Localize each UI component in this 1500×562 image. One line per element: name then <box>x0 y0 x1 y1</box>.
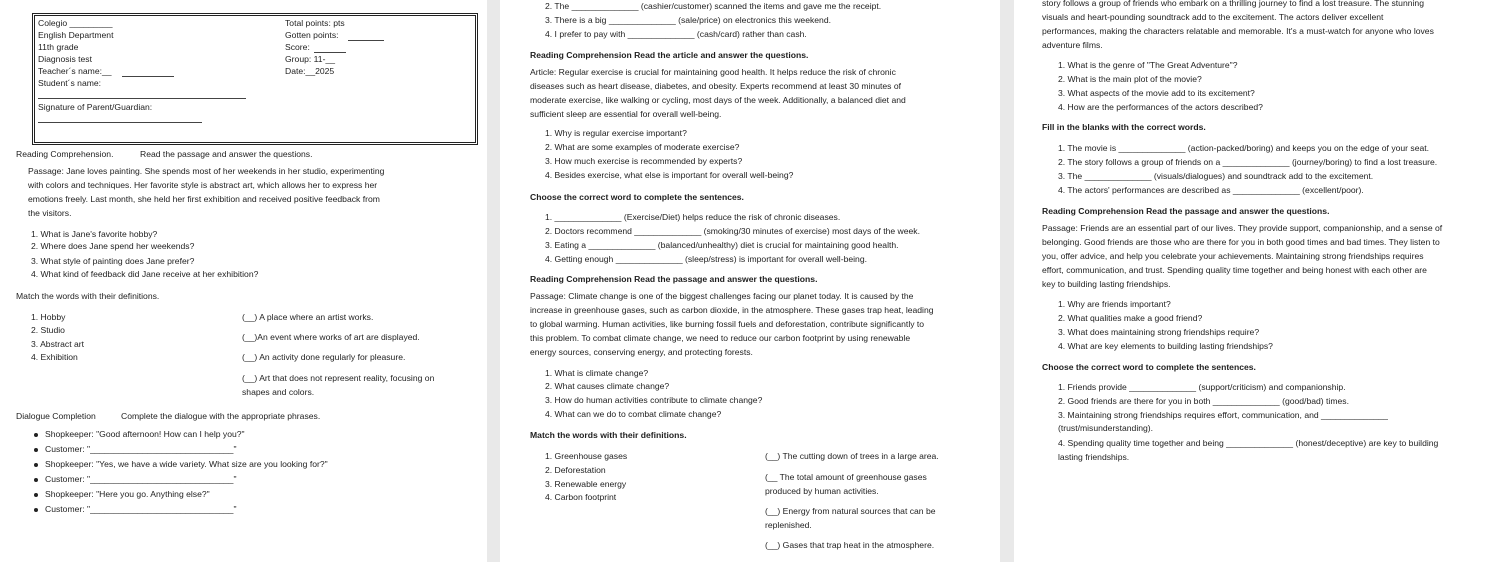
match-word: 4. Carbon footprint <box>545 492 617 502</box>
dialogue-instruction: Complete the dialogue with the appropriate phrases. <box>121 411 321 421</box>
choice-sentence: 3. Eating a ______________ (balanced/unhealthy) diet is crucial for maintaining good health. <box>545 240 899 250</box>
fill-sentence: 1. The movie is ______________ (action-packed/boring) and keeps you on the edge of your seat. <box>1058 143 1430 153</box>
dialogue-line: Shopkeeper: "Yes, we have a wide variety. What size are you looking for?" <box>45 459 328 469</box>
student-line <box>38 98 246 99</box>
reading-heading: Reading Comprehension Read the article and answer the questions. <box>530 50 809 60</box>
header-student: Student´s name: <box>38 78 102 88</box>
match-definition: produced by human activities. <box>765 486 879 496</box>
question: 1. Why are friends important? <box>1058 299 1171 309</box>
match-word: 1. Greenhouse gases <box>545 451 628 461</box>
bullet <box>34 478 38 482</box>
question: 3. How do human activities contribute to climate change? <box>545 395 763 405</box>
header-group: Group: 11-__ <box>285 54 336 64</box>
match-heading: Match the words with their definitions. <box>16 291 160 301</box>
header-grade: 11th grade <box>38 42 79 52</box>
review-line: story follows a group of friends who embark on a thrilling journey to find a lost treasure. The stunning <box>1042 0 1424 8</box>
gotten-line <box>348 40 384 41</box>
passage-line: Passage: Climate change is one of the biggest challenges facing our planet today. It is caused by the <box>530 291 914 301</box>
choice-sentence: 4. Spending quality time together and being ______________ (honest/deceptive) are key to building <box>1058 438 1439 448</box>
bullet <box>34 508 38 512</box>
question: 3. What does maintaining strong friendships require? <box>1058 327 1260 337</box>
choice-sentence: lasting friendships. <box>1058 452 1130 462</box>
question: 2. What is the main plot of the movie? <box>1058 74 1202 84</box>
review-line: performances, making the characters relatable and memorable. It's a must-watch for anyone who loves <box>1042 26 1434 36</box>
header-gotten-points: Gotten points: <box>285 30 339 40</box>
fill-heading: Fill in the blanks with the correct words. <box>1042 122 1206 132</box>
question: 4. Besides exercise, what else is important for overall well-being? <box>545 170 794 180</box>
bullet <box>34 433 38 437</box>
question: 2. Where does Jane spend her weekends? <box>31 241 195 251</box>
question: 1. What is climate change? <box>545 368 649 378</box>
passage-line: energy sources, conserving energy, and protecting forests. <box>530 347 753 357</box>
fill-sentence: 2. The story follows a group of friends on a ______________ (journey/boring) to find a lost treasure. <box>1058 157 1438 167</box>
match-definition: (__) A place where an artist works. <box>242 312 374 322</box>
question: 1. Why is regular exercise important? <box>545 128 687 138</box>
question: 2. What are some examples of moderate exercise? <box>545 142 740 152</box>
match-heading: Match the words with their definitions. <box>530 430 687 440</box>
question: 4. What are key elements to building lasting friendships? <box>1058 341 1273 351</box>
header-test: Diagnosis test <box>38 54 92 64</box>
dialogue-heading: Dialogue Completion <box>16 411 96 421</box>
match-word: 1. Hobby <box>31 312 66 322</box>
passage-line: this problem. To combat climate change, we need to reduce our carbon footprint by using renewable <box>530 333 911 343</box>
review-line: adventure films. <box>1042 40 1103 50</box>
reading-instruction: Read the passage and answer the questions. <box>140 149 313 159</box>
page-2 <box>500 0 1000 562</box>
bullet <box>34 493 38 497</box>
passage-line: effort, communication, and trust. Spending quality time together and being honest with each other are <box>1042 265 1427 275</box>
bullet <box>34 463 38 467</box>
dialogue-line: Shopkeeper: "Here you go. Anything else?" <box>45 489 210 499</box>
choose-heading: Choose the correct word to complete the sentences. <box>530 192 744 202</box>
reading-heading: Reading Comprehension. <box>16 149 114 159</box>
match-definition: (__) Art that does not represent reality, focusing on <box>242 373 435 383</box>
teacher-line <box>122 76 174 77</box>
choice-sentence: 2. Doctors recommend ______________ (smoking/30 minutes of exercise) most days of the week. <box>545 226 920 236</box>
header-signature: Signature of Parent/Guardian: <box>38 102 153 112</box>
passage-line: belonging. Good friends are those who are there for you in both good times and bad times. They listen to <box>1042 237 1440 247</box>
choice-sentence: 4. Getting enough ______________ (sleep/stress) is important for overall well-being. <box>545 254 867 264</box>
page-1 <box>0 0 487 562</box>
choice-sentence: 3. Maintaining strong friendships requires effort, communication, and ______________ <box>1058 410 1388 420</box>
dialogue-line: Shopkeeper: "Good afternoon! How can I help you?" <box>45 429 245 439</box>
match-definition: replenished. <box>765 520 812 530</box>
passage-line: Passage: Jane loves painting. She spends most of her weekends in her studio, experimenting <box>28 166 385 176</box>
match-definition: (__) An activity done regularly for pleasure. <box>242 352 406 362</box>
question: 4. What kind of feedback did Jane receive at her exhibition? <box>31 269 259 279</box>
question: 3. What style of painting does Jane prefer? <box>31 256 195 266</box>
choice-sentence: 3. There is a big ______________ (sale/price) on electronics this weekend. <box>545 15 832 25</box>
choice-sentence: 1. ______________ (Exercise/Diet) helps reduce the risk of chronic diseases. <box>545 212 841 222</box>
match-word: 2. Deforestation <box>545 465 606 475</box>
question: 4. What can we do to combat climate change? <box>545 409 722 419</box>
dialogue-line: Customer: "______________________________" <box>45 504 237 514</box>
question: 3. What aspects of the movie add to its excitement? <box>1058 88 1255 98</box>
match-definition: (__) The cutting down of trees in a large area. <box>765 451 939 461</box>
dialogue-line: Customer: "______________________________" <box>45 444 237 454</box>
choice-sentence: (trust/misunderstanding). <box>1058 423 1154 433</box>
question: 4. How are the performances of the actors described? <box>1058 102 1263 112</box>
question: 1. What is Jane's favorite hobby? <box>31 229 158 239</box>
header-teacher: Teacher´s name:__ <box>38 66 112 76</box>
passage-line: key to building lasting friendships. <box>1042 279 1171 289</box>
review-line: visuals and heart-pounding soundtrack add to the excitement. The actors deliver excellent <box>1042 12 1384 22</box>
choice-sentence: 1. Friends provide ______________ (support/criticism) and companionship. <box>1058 382 1346 392</box>
match-definition: (__) Energy from natural sources that can be <box>765 506 936 516</box>
header-total-points: Total points: pts <box>285 18 345 28</box>
article-line: diseases such as heart disease, diabetes, and obesity. Experts recommend at least 30 minutes of <box>530 81 902 91</box>
article-line: sufficient sleep are essential for overall well-being. <box>530 109 722 119</box>
passage-line: Passage: Friends are an essential part of our lives. They provide support, companionship, and a sense of <box>1042 223 1443 233</box>
match-definition: (__)An event where works of art are displayed. <box>242 332 420 342</box>
header-colegio: Colegio _________ <box>38 18 113 28</box>
passage-line: the visitors. <box>28 208 72 218</box>
header-score: Score: <box>285 42 310 52</box>
choice-sentence: 2. The ______________ (cashier/customer) scanned the items and gave me the receipt. <box>545 1 882 11</box>
passage-line: emotions freely. Last month, she held her first exhibition and received positive feedback from <box>28 194 380 204</box>
question: 2. What causes climate change? <box>545 381 670 391</box>
match-word: 3. Abstract art <box>31 339 85 349</box>
question: 3. How much exercise is recommended by experts? <box>545 156 743 166</box>
match-word: 2. Studio <box>31 325 65 335</box>
score-line <box>314 52 346 53</box>
fill-sentence: 3. The ______________ (visuals/dialogues) and soundtrack add to the excitement. <box>1058 171 1374 181</box>
choice-sentence: 4. I prefer to pay with ______________ (cash/card) rather than cash. <box>545 29 807 39</box>
match-definition: shapes and colors. <box>242 387 315 397</box>
bullet <box>34 448 38 452</box>
fill-sentence: 4. The actors' performances are described as ______________ (excellent/poor). <box>1058 185 1364 195</box>
match-definition: (__) Gases that trap heat in the atmosphere. <box>765 540 935 550</box>
choice-sentence: 2. Good friends are there for you in both ______________ (good/bad) times. <box>1058 396 1349 406</box>
dialogue-line: Customer: "______________________________" <box>45 474 237 484</box>
header-date: Date:__2025 <box>285 66 335 76</box>
passage-line: increase in greenhouse gases, such as carbon dioxide, in the atmosphere. These gases trap heat, leading <box>530 305 934 315</box>
signature-line <box>38 122 202 123</box>
article-line: moderate exercise, like walking or cycling, most days of the week. Additionally, a balanced diet and <box>530 95 906 105</box>
passage-line: to global warming. Human activities, like burning fossil fuels and deforestation, contribute significantly to <box>530 319 925 329</box>
reading2-heading: Reading Comprehension Read the passage and answer the questions. <box>530 274 818 284</box>
reading-heading: Reading Comprehension Read the passage and answer the questions. <box>1042 206 1330 216</box>
choose-heading: Choose the correct word to complete the sentences. <box>1042 362 1256 372</box>
article-line: Article: Regular exercise is crucial for maintaining good health. It helps reduce the risk of chronic <box>530 67 896 77</box>
question: 2. What qualities make a good friend? <box>1058 313 1203 323</box>
match-word: 4. Exhibition <box>31 352 78 362</box>
passage-line: with colors and techniques. Her favorite style is abstract art, which allows her to express her <box>28 180 378 190</box>
match-word: 3. Renewable energy <box>545 479 627 489</box>
match-definition: (__ The total amount of greenhouse gases <box>765 472 927 482</box>
question: 1. What is the genre of "The Great Adventure"? <box>1058 60 1238 70</box>
header-department: English Department <box>38 30 114 40</box>
passage-line: you, offer advice, and help you celebrate your achievements. Maintaining strong friendships requires <box>1042 251 1424 261</box>
page-3 <box>1014 0 1500 562</box>
